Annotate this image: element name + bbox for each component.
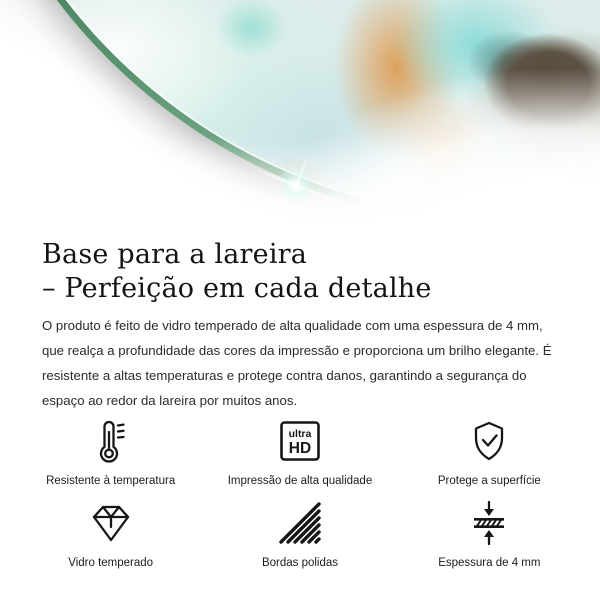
page-title bbox=[42, 238, 566, 306]
feature-thickness bbox=[395, 499, 584, 569]
feature-label: Resistente à temperatura bbox=[46, 475, 176, 487]
shield-check-icon bbox=[467, 417, 511, 465]
feature-label: Bordas polidas bbox=[261, 557, 339, 569]
feature-grid bbox=[0, 417, 600, 569]
feature-temperature bbox=[16, 417, 205, 487]
title-line-2: – Perfeição em cada detalhe bbox=[42, 273, 432, 304]
feature-polished-edges bbox=[205, 499, 394, 569]
ultra-hd-icon bbox=[278, 417, 322, 465]
product-description-section bbox=[0, 236, 600, 413]
feature-tempered-glass bbox=[16, 499, 205, 569]
feature-label: Protege a superfície bbox=[437, 475, 541, 487]
product-photo bbox=[0, 0, 600, 236]
title-line-1: Base para a lareira bbox=[42, 239, 308, 270]
photo-right-fade bbox=[0, 0, 600, 236]
feature-surface-protection bbox=[395, 417, 584, 487]
ultra-hd-icon-text-bottom: HD bbox=[288, 440, 312, 457]
thickness-icon bbox=[467, 499, 511, 547]
thermometer-icon bbox=[89, 417, 133, 465]
feature-label: Espessura de 4 mm bbox=[438, 557, 541, 569]
diamond-icon bbox=[89, 499, 133, 547]
feature-label: Vidro temperado bbox=[68, 557, 154, 569]
polished-edges-icon bbox=[278, 499, 322, 547]
ultra-hd-icon-text-top: ultra bbox=[288, 428, 312, 440]
product-description-text: O produto é feito de vidro temperado de alta qualidade com uma espessura de 4 mm, que realça a profundidade das cores da impressão e proporciona um brilho elegante. É resistente a altas temperaturas e protege contra danos, garantindo a segurança do espaço ao redor da lareira por muitos anos. bbox=[42, 318, 552, 408]
feature-print-quality bbox=[205, 417, 394, 487]
feature-label: Impressão de alta qualidade bbox=[227, 475, 373, 487]
